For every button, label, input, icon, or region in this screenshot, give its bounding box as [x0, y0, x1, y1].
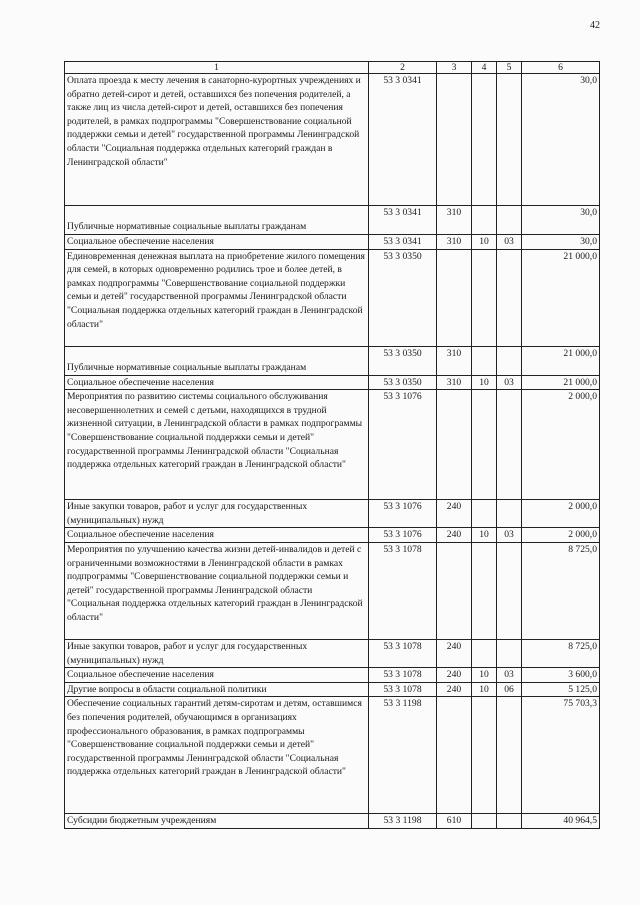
row-amount: 30,0: [522, 74, 600, 206]
row-expense-type: [437, 390, 472, 500]
row-amount: 30,0: [522, 206, 600, 235]
row-target-code: 53 3 0341: [369, 235, 437, 250]
row-amount: 21 000,0: [522, 375, 600, 390]
column-header: 6: [522, 62, 600, 74]
row-description: Социальное обеспечение населения: [65, 375, 369, 390]
row-subsection: [497, 697, 522, 814]
column-header: 1: [65, 62, 369, 74]
row-description: Другие вопросы в области социальной политики: [65, 682, 369, 697]
row-subsection: [497, 346, 522, 375]
row-target-code: 53 3 1078: [369, 668, 437, 683]
row-section: [472, 814, 497, 829]
row-amount: 3 600,0: [522, 668, 600, 683]
row-expense-type: [437, 74, 472, 206]
row-description: Социальное обеспечение населения: [65, 528, 369, 543]
row-amount: 2 000,0: [522, 390, 600, 500]
row-section: [472, 390, 497, 500]
table-row: [65, 206, 600, 235]
row-section: [472, 542, 497, 639]
table-row: [65, 682, 600, 697]
row-expense-type: 310: [437, 346, 472, 375]
row-subsection: [497, 74, 522, 206]
row-amount: 30,0: [522, 235, 600, 250]
row-target-code: 53 3 1076: [369, 528, 437, 543]
row-amount: 75 703,3: [522, 697, 600, 814]
row-subsection: [497, 390, 522, 500]
table-row: [65, 639, 600, 667]
row-target-code: 53 3 1198: [369, 697, 437, 814]
row-subsection: 06: [497, 682, 522, 697]
row-section: [472, 206, 497, 235]
row-target-code: 53 3 1076: [369, 500, 437, 528]
row-subsection: [497, 500, 522, 528]
row-target-code: 53 3 1076: [369, 390, 437, 500]
row-description: Обеспечение социальных гарантий детям-сиротам и детям, оставшимся без попечения родителей, обучающимся в организациях профессионального образования, в рамках подпрограммы "Совершенствование социальной поддержки семьи и детей" государственной программы Ленинградской области "Социальная поддержка отдельных категорий граждан в Ленинградской области": [65, 697, 369, 814]
row-subsection: [497, 814, 522, 829]
row-amount: 21 000,0: [522, 249, 600, 346]
row-amount: 2 000,0: [522, 528, 600, 543]
table-row: [65, 528, 600, 543]
row-expense-type: 610: [437, 814, 472, 829]
table-row: [65, 375, 600, 390]
row-description: Мероприятия по развитию системы социального обслуживания несовершеннолетних и семей с детьми, находящихся в трудной жизненной ситуации, в Ленинградской области в рамках подпрограммы "Совершенствование социальной поддержки семьи и детей" государственной программы Ленинградской области "Социальная поддержка отдельных категорий граждан в Ленинградской области": [65, 390, 369, 500]
row-section: 10: [472, 682, 497, 697]
column-header: 4: [472, 62, 497, 74]
row-target-code: 53 3 1078: [369, 682, 437, 697]
row-description: Мероприятия по улучшению качества жизни детей-инвалидов и детей с ограниченными возможностями в Ленинградской области в рамках подпрограммы "Совершенствование социальной поддержки семьи и детей" государственной программы Ленинградской области "Социальная поддержка отдельных категорий граждан в Ленинградской области": [65, 542, 369, 639]
row-expense-type: 310: [437, 235, 472, 250]
row-amount: 8 725,0: [522, 639, 600, 667]
row-section: [472, 500, 497, 528]
row-expense-type: 240: [437, 500, 472, 528]
page-number: 42: [590, 20, 600, 31]
row-expense-type: [437, 542, 472, 639]
table-row: [65, 668, 600, 683]
row-expense-type: 240: [437, 668, 472, 683]
row-target-code: 53 3 0350: [369, 346, 437, 375]
row-target-code: 53 3 0341: [369, 206, 437, 235]
row-description: Социальное обеспечение населения: [65, 235, 369, 250]
budget-table: [64, 61, 600, 829]
row-subsection: 03: [497, 375, 522, 390]
row-amount: 2 000,0: [522, 500, 600, 528]
row-subsection: 03: [497, 235, 522, 250]
row-subsection: [497, 542, 522, 639]
row-section: 10: [472, 375, 497, 390]
table-row: [65, 235, 600, 250]
row-target-code: 53 3 1078: [369, 542, 437, 639]
row-description: Социальное обеспечение населения: [65, 668, 369, 683]
row-section: [472, 74, 497, 206]
row-subsection: 03: [497, 668, 522, 683]
row-amount: 40 964,5: [522, 814, 600, 829]
row-description: Публичные нормативные социальные выплаты гражданам: [65, 206, 369, 235]
row-target-code: 53 3 0350: [369, 375, 437, 390]
row-description: Субсидии бюджетным учреждениям: [65, 814, 369, 829]
row-target-code: 53 3 0341: [369, 74, 437, 206]
row-description: Публичные нормативные социальные выплаты гражданам: [65, 346, 369, 375]
row-amount: 5 125,0: [522, 682, 600, 697]
column-header: 3: [437, 62, 472, 74]
row-amount: 8 725,0: [522, 542, 600, 639]
table-row: [65, 249, 600, 346]
table-row: [65, 542, 600, 639]
row-section: 10: [472, 235, 497, 250]
row-section: [472, 346, 497, 375]
row-description: Оплата проезда к месту лечения в санаторно-курортных учреждениях и обратно детей-сирот и детей, оставшихся без попечения родителей, а также лиц из числа детей-сирот и детей, оставшихся без попечения родителей, в рамках подпрограммы "Совершенствование социальной поддержки семьи и детей" государственной программы Ленинградской области "Социальная поддержка отдельных категорий граждан в Ленинградской области": [65, 74, 369, 206]
row-expense-type: 240: [437, 528, 472, 543]
row-expense-type: [437, 249, 472, 346]
row-subsection: [497, 249, 522, 346]
row-subsection: [497, 206, 522, 235]
column-header: 2: [369, 62, 437, 74]
row-section: [472, 639, 497, 667]
table-row: [65, 346, 600, 375]
row-amount: 21 000,0: [522, 346, 600, 375]
row-section: [472, 697, 497, 814]
row-description: Единовременная денежная выплата на приобретение жилого помещения для семей, в которых одновременно родились трое и более детей, в рамках подпрограммы "Совершенствование социальной поддержки семьи и детей" государственной программы Ленинградской области "Социальная поддержка отдельных категорий граждан в Ленинградской области": [65, 249, 369, 346]
table-body: [65, 74, 600, 829]
row-section: 10: [472, 668, 497, 683]
row-section: 10: [472, 528, 497, 543]
table-row: [65, 74, 600, 206]
table-row: [65, 500, 600, 528]
row-expense-type: 310: [437, 206, 472, 235]
row-target-code: 53 3 1078: [369, 639, 437, 667]
row-section: [472, 249, 497, 346]
table-row: [65, 390, 600, 500]
row-subsection: [497, 639, 522, 667]
row-target-code: 53 3 0350: [369, 249, 437, 346]
row-target-code: 53 3 1198: [369, 814, 437, 829]
row-subsection: 03: [497, 528, 522, 543]
row-expense-type: [437, 697, 472, 814]
header-row: [65, 62, 600, 74]
row-expense-type: 240: [437, 682, 472, 697]
row-expense-type: 310: [437, 375, 472, 390]
row-description: Иные закупки товаров, работ и услуг для государственных (муниципальных) нужд: [65, 500, 369, 528]
table-row: [65, 814, 600, 829]
row-description: Иные закупки товаров, работ и услуг для государственных (муниципальных) нужд: [65, 639, 369, 667]
column-header: 5: [497, 62, 522, 74]
table-row: [65, 697, 600, 814]
row-expense-type: 240: [437, 639, 472, 667]
